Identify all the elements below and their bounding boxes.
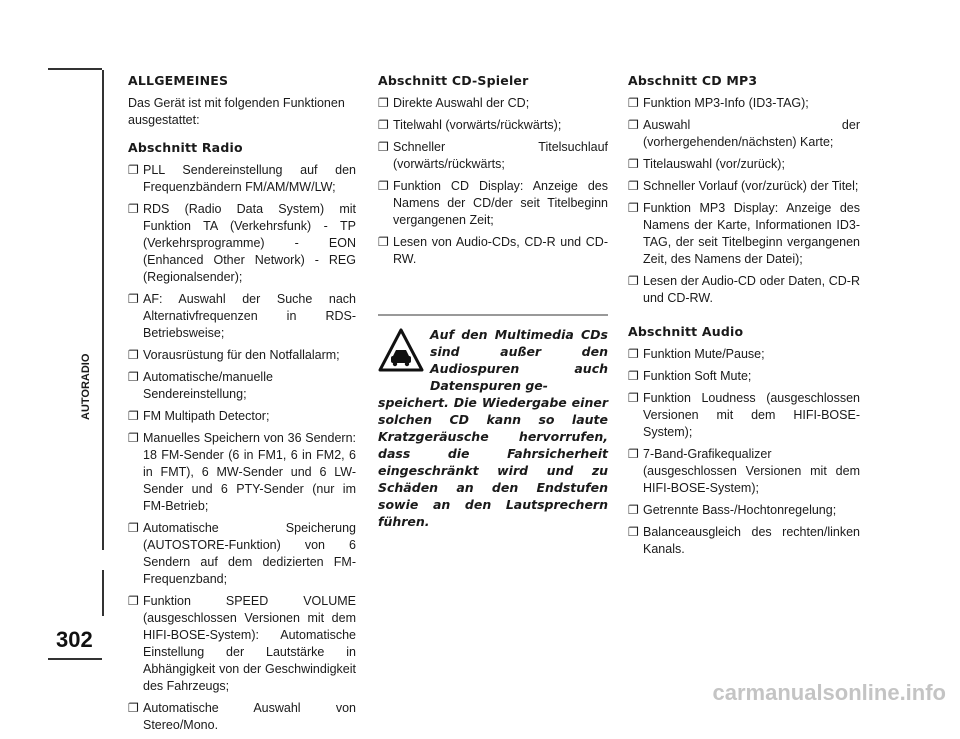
list-item	[378, 117, 608, 134]
list-item-text: Direkte Auswahl der CD;	[393, 96, 530, 110]
margin-rule-lower	[102, 570, 104, 616]
checkbox-bullet-icon: ❐	[128, 202, 139, 216]
checkbox-bullet-icon: ❐	[128, 370, 139, 384]
list-item	[128, 162, 356, 196]
list-item-text: PLL Sendereinstellung auf den Frequenzbändern FM/AM/MW/LW;	[143, 163, 356, 194]
checkbox-bullet-icon: ❐	[628, 503, 639, 517]
intro-text: Das Gerät ist mit folgenden Funktionen ausgestattet:	[128, 96, 345, 127]
list-item-text: Funktion Loudness (ausgeschlossen Versionen mit dem HIFI-BOSE-System);	[643, 391, 860, 439]
list-item	[128, 201, 356, 286]
list-item	[378, 178, 608, 229]
checkbox-bullet-icon: ❐	[628, 179, 639, 193]
warning-text-lead: Auf den Multimedia CDs sind außer den Audiospuren auch Datenspuren ge-	[430, 327, 608, 393]
list-item	[128, 347, 356, 364]
list-item	[628, 117, 860, 151]
list-item-text: Manuelles Speichern von 36 Sendern: 18 FM-Sender (6 in FM1, 6 in FM2, 6 in FMT), 6 MW-Sender und 6 LW-Sender und 6 PTY-Sender (nur im FM-Betrieb;	[143, 431, 356, 513]
checkbox-bullet-icon: ❐	[378, 118, 389, 132]
column-cd-player	[378, 72, 608, 273]
list-item	[378, 95, 608, 112]
list-item	[128, 593, 356, 695]
list-item	[128, 369, 356, 403]
side-section-label: AUTORADIO	[80, 353, 92, 420]
page-number-rule	[48, 658, 102, 660]
checkbox-bullet-icon: ❐	[128, 431, 139, 445]
warning-triangle-car-icon	[378, 328, 424, 372]
checkbox-bullet-icon: ❐	[128, 348, 139, 362]
page-number: 302	[56, 627, 93, 652]
list-item-text: Schneller Vorlauf (vor/zurück) der Titel;	[643, 179, 859, 193]
list-item	[628, 95, 860, 112]
checkbox-bullet-icon: ❐	[378, 179, 389, 193]
list-item-text: Funktion Soft Mute;	[643, 369, 752, 383]
list-item-text: Schneller Titelsuchlauf (vorwärts/rückwärts;	[393, 140, 608, 171]
list-item-text: Titelwahl (vorwärts/rückwärts);	[393, 118, 562, 132]
list-item-text: Titelauswahl (vor/zurück);	[643, 157, 785, 171]
list-item-text: Funktion MP3 Display: Anzeige des Namens der Karte, Informationen ID3-TAG, der seit Titelbeginn vergangenen Zeit, des Namens der Datei);	[643, 201, 860, 266]
watermark: carmanualsonline.info	[712, 680, 946, 705]
checkbox-bullet-icon: ❐	[628, 447, 639, 461]
list-item-text: Vorausrüstung für den Notfallalarm;	[143, 348, 340, 362]
list-item-text: Lesen der Audio-CD oder Daten, CD-R und CD-RW.	[643, 274, 860, 305]
radio-feature-list	[128, 162, 356, 734]
side-section-label-wrap	[80, 330, 100, 420]
list-item-text: 7-Band-Grafikequalizer (ausgeschlossen Versionen mit dem HIFI-BOSE-System);	[643, 447, 860, 495]
heading-audio: Abschnitt Audio	[628, 324, 744, 339]
list-item-text: Lesen von Audio-CDs, CD-R und CD-RW.	[393, 235, 608, 266]
margin-rule	[102, 70, 104, 550]
checkbox-bullet-icon: ❐	[128, 163, 139, 177]
checkbox-bullet-icon: ❐	[128, 701, 139, 715]
checkbox-bullet-icon: ❐	[628, 118, 639, 132]
list-item-text: Automatische Auswahl von Stereo/Mono.	[143, 701, 356, 732]
list-item	[128, 700, 356, 734]
heading-cd-mp3: Abschnitt CD MP3	[628, 73, 758, 88]
list-item	[628, 368, 860, 385]
audio-feature-list	[628, 346, 860, 558]
checkbox-bullet-icon: ❐	[628, 525, 639, 539]
list-item	[628, 390, 860, 441]
warning-box	[378, 314, 608, 530]
heading-cd-player: Abschnitt CD-Spieler	[378, 73, 529, 88]
cd-feature-list	[378, 95, 608, 268]
list-item-text: FM Multipath Detector;	[143, 409, 270, 423]
checkbox-bullet-icon: ❐	[628, 347, 639, 361]
checkbox-bullet-icon: ❐	[628, 274, 639, 288]
list-item-text: Funktion MP3-Info (ID3-TAG);	[643, 96, 809, 110]
checkbox-bullet-icon: ❐	[128, 292, 139, 306]
list-item-text: Automatische Speicherung (AUTOSTORE-Funktion) von 6 Sendern auf dem dedizierten FM-Frequenzband;	[143, 521, 356, 586]
list-item	[128, 408, 356, 425]
list-item	[628, 502, 860, 519]
checkbox-bullet-icon: ❐	[628, 391, 639, 405]
list-item	[628, 156, 860, 173]
list-item-text: Auswahl der (vorhergehenden/nächsten) Karte;	[643, 118, 860, 149]
margin-rule-top	[48, 68, 102, 70]
list-item	[378, 139, 608, 173]
list-item	[628, 446, 860, 497]
list-item-text: Balanceausgleich des rechten/linken Kanals.	[643, 525, 860, 556]
column-general	[128, 72, 356, 739]
list-item	[628, 178, 860, 195]
list-item	[628, 273, 860, 307]
checkbox-bullet-icon: ❐	[378, 96, 389, 110]
checkbox-bullet-icon: ❐	[628, 157, 639, 171]
list-item	[628, 524, 860, 558]
checkbox-bullet-icon: ❐	[128, 409, 139, 423]
list-item	[628, 200, 860, 268]
column-cd-mp3	[628, 72, 860, 563]
checkbox-bullet-icon: ❐	[628, 369, 639, 383]
list-item	[128, 520, 356, 588]
mp3-feature-list	[628, 95, 860, 307]
checkbox-bullet-icon: ❐	[378, 235, 389, 249]
list-item-text: AF: Auswahl der Suche nach Alternativfrequenzen in RDS-Betriebsweise;	[143, 292, 356, 340]
heading-radio: Abschnitt Radio	[128, 140, 243, 155]
heading-general: ALLGEMEINES	[128, 73, 229, 88]
list-item-text: Automatische/manuelle Sendereinstellung;	[143, 370, 273, 401]
list-item-text: RDS (Radio Data System) mit Funktion TA (Verkehrsfunk) - TP (Verkehrsprogramme) - EON (Enhanced Other Network) - REG (Regionalsender);	[143, 202, 356, 284]
warning-text-rest: speichert. Die Wiedergabe einer solchen CD kann so laute Kratzgeräusche hervorrufen, dass die Fahrsicherheit eingeschränkt wird und zu Schäden an den Endstufen sowie an den Lautsprechern führen.	[378, 395, 608, 529]
checkbox-bullet-icon: ❐	[628, 96, 639, 110]
list-item	[128, 291, 356, 342]
checkbox-bullet-icon: ❐	[128, 521, 139, 535]
list-item	[128, 430, 356, 515]
checkbox-bullet-icon: ❐	[378, 140, 389, 154]
list-item-text: Getrennte Bass-/Hochtonregelung;	[643, 503, 837, 517]
checkbox-bullet-icon: ❐	[128, 594, 139, 608]
list-item	[628, 346, 860, 363]
list-item	[378, 234, 608, 268]
list-item-text: Funktion SPEED VOLUME (ausgeschlossen Versionen mit dem HIFI-BOSE-System): Automatische Einstellung der Lautstärke in Abhängigkeit von der Geschwindigkeit des Fahrzeugs;	[143, 594, 356, 693]
list-item-text: Funktion Mute/Pause;	[643, 347, 765, 361]
checkbox-bullet-icon: ❐	[628, 201, 639, 215]
list-item-text: Funktion CD Display: Anzeige des Namens der CD/der seit Titelbeginn vergangenen Zeit;	[393, 179, 608, 227]
